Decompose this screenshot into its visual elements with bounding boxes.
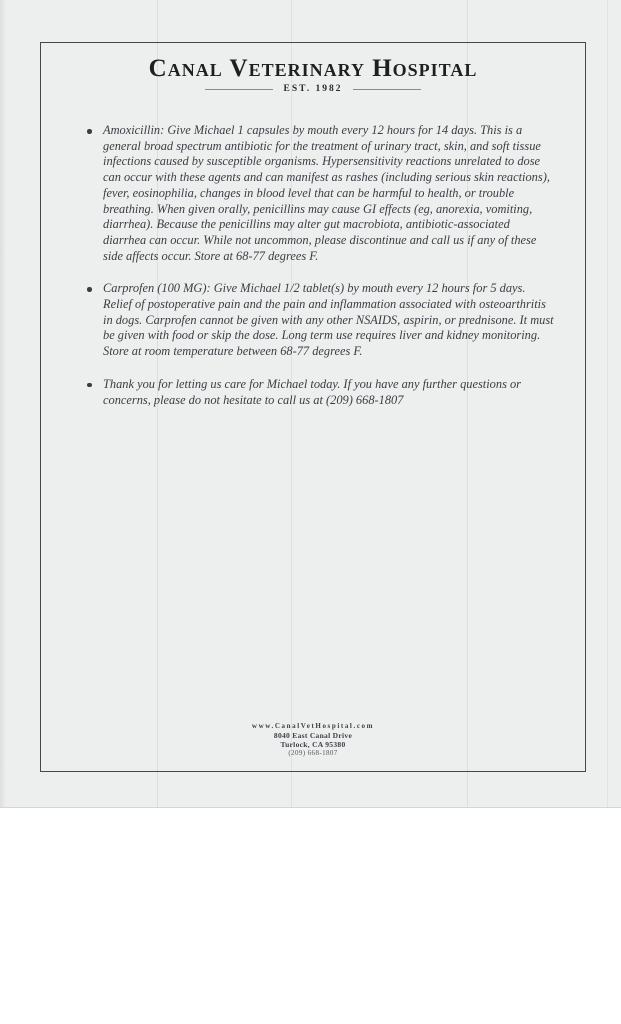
footer-address-line2: Turlock, CA 95380 xyxy=(280,740,346,749)
divider-rule-right xyxy=(353,89,421,90)
document-footer xyxy=(41,722,585,758)
document-header xyxy=(41,56,585,94)
bullet-item-thank-you xyxy=(87,377,555,408)
established-text: EST. 1982 xyxy=(283,84,343,94)
footer-phone: (209) 668-1807 xyxy=(288,749,338,757)
footer-website: www.CanalVetHospital.com xyxy=(251,722,375,730)
footer-address-line1: 8040 East Canal Drive xyxy=(273,731,353,740)
divider-rule-left xyxy=(205,89,273,90)
bullet-dot-icon xyxy=(87,129,92,134)
bullet-item-carprofen xyxy=(87,281,555,360)
established-row xyxy=(41,84,585,94)
bullet-dot-icon xyxy=(87,287,92,292)
hospital-title: Canal Veterinary Hospital xyxy=(148,55,478,82)
bullet-item-amoxicillin xyxy=(87,123,555,264)
paper-edge-shadow xyxy=(0,0,6,807)
instruction-bullet-list xyxy=(87,123,555,425)
bullet-dot-icon xyxy=(87,383,92,388)
bullet-text: Amoxicillin: Give Michael 1 capsules by mouth every 12 hours for 14 days. This is a general broad spectrum antibiotic for the treatment of urinary tract, skin, and soft tissue infections caused by susceptible organisms. Hypersensitivity reactions unrelated to dose can occur with these agents and can manifest as rashes (including serious skin reactions), fever, eosinophilia, changes in blood level that can be harmful to health, or trouble breathing. When given orally, penicillins may cause GI effects (eg, anorexia, vomiting, diarrhea). Because the penicillins may alter gut macrobiota, antibiotic-associated diarrhea can occur. While not uncommon, please discontinue and call us if any of these side affects occur. Store at 68-77 degrees F. xyxy=(103,123,550,263)
bullet-text: Thank you for letting us care for Michael today. If you have any further questions or concerns, please do not hesitate to call us at (209) 668-1807 xyxy=(103,376,522,407)
scan-crease-line xyxy=(607,0,608,807)
bullet-text: Carprofen (100 MG): Give Michael 1/2 tablet(s) by mouth every 12 hours for 5 days. Relief of postoperative pain and the pain and inflammation associated with osteoarthritis in dogs. Carprofen cannot be given with any other NSAIDS, aspirin, or prednisone. It must be given with food or skip the dose. Long term use requires liver and kidney monitoring. Store at room temperature between 68-77 degrees F. xyxy=(103,281,554,359)
document-border-frame xyxy=(40,42,586,772)
